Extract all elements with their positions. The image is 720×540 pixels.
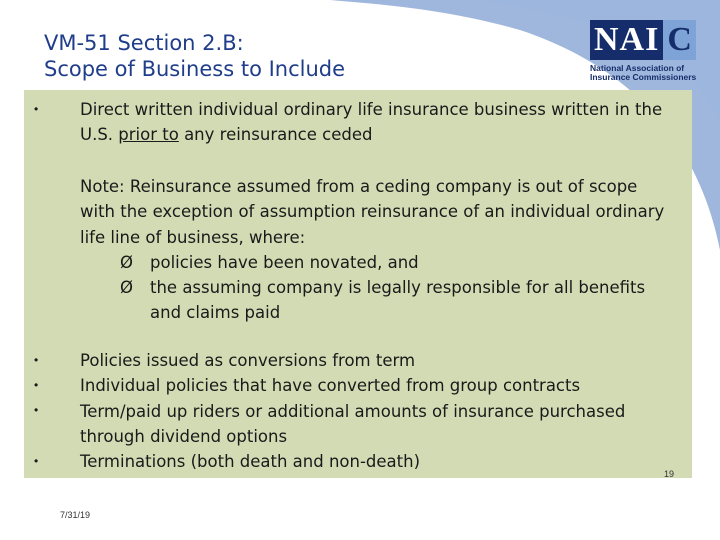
title-line-1: VM-51 Section 2.B: (44, 31, 244, 55)
logo-letters: NAI (590, 20, 663, 60)
note-sub-2-cont: and claims paid (150, 303, 281, 323)
note-sub-1 (80, 250, 688, 275)
bullet-2-text: Policies issued as conversions from term (80, 351, 416, 370)
note-block (80, 174, 688, 326)
bullet-4-line-1: Term/paid up riders or additional amounts of insurance purchased (80, 401, 626, 421)
logo-subtitle-line-1: National Association of (590, 63, 685, 73)
page-number: 19 (664, 469, 675, 479)
bullet-1-underlined: prior to (118, 125, 179, 145)
arrow-icon: Ø (120, 252, 133, 272)
bullet-marker-5: • (34, 454, 39, 468)
bullet-marker-2: • (34, 353, 39, 367)
note-line-3: life line of business, where: (80, 227, 306, 247)
bullet-4-line-2: through dividend options (80, 426, 288, 446)
bullet-marker-3: • (34, 378, 39, 392)
bullet-1-text (80, 97, 688, 148)
footer-date: 7/31/19 (60, 510, 91, 520)
title-line-2: Scope of Business to Include (44, 57, 346, 81)
bullet-list-2 (80, 348, 688, 474)
note-sub-2-text: the assuming company is legally responsible for all benefits (150, 278, 646, 298)
arrow-icon: Ø (120, 278, 133, 298)
content-box (24, 90, 692, 478)
slide-title (44, 30, 345, 82)
note-line-1: Note: Reinsurance assumed from a ceding company is out of scope (80, 177, 638, 196)
bullet-5-text: Terminations (both death and non-death) (80, 452, 421, 472)
bullet-1-pre: U.S. (80, 125, 119, 145)
logo-subtitle (590, 64, 702, 82)
note-sub-1-text: policies have been novated, and (150, 252, 419, 272)
bullet-1-line-1: Direct written individual ordinary life insurance business written in the (80, 100, 663, 119)
logo-subtitle-line-2: Insurance Commissioners (590, 72, 697, 82)
bullet-marker-1: • (34, 102, 39, 116)
note-sub-2 (80, 275, 688, 300)
bullet-marker-4: • (34, 403, 39, 417)
bullet-3-text: Individual policies that have converted from group contracts (80, 376, 581, 396)
note-line-2: with the exception of assumption reinsurance of an individual ordinary (80, 202, 665, 222)
logo-mark (590, 20, 702, 60)
naic-logo (590, 20, 702, 82)
logo-c: C (663, 20, 696, 60)
bullet-1-line-2 (80, 122, 688, 147)
bullet-1-post: any reinsurance ceded (178, 125, 373, 145)
